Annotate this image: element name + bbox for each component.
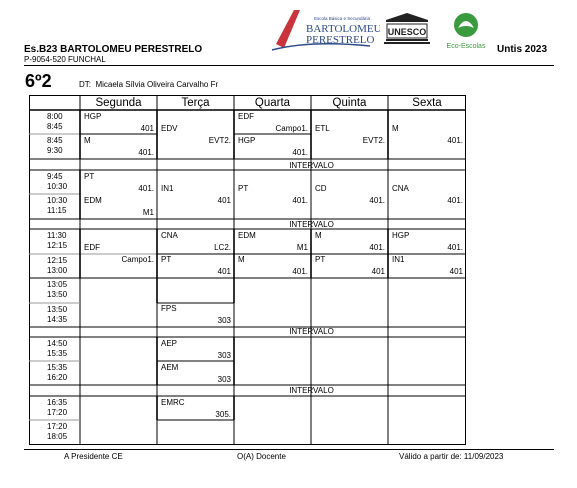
lesson-cell: [81, 172, 157, 196]
lesson-room: 401.: [369, 243, 385, 252]
day-header-sexta: Sexta: [412, 97, 442, 109]
president-signature-label: A Presidente CE: [64, 452, 123, 461]
lesson-cell: [158, 363, 234, 387]
time-end: 13:50: [47, 290, 68, 299]
lesson-room: 401: [217, 196, 231, 205]
lesson-subject: CNA: [392, 184, 409, 193]
class-director: [79, 80, 218, 89]
time-end: 13:00: [47, 266, 68, 275]
valid-from-label: Válido a partir de: 11/09/2023: [399, 452, 504, 461]
lesson-subject: M: [238, 255, 245, 264]
time-start: 8:00: [47, 112, 63, 121]
lesson-subject: M: [392, 124, 399, 133]
lesson-cell: [389, 124, 466, 148]
lesson-subject: EDM: [238, 231, 256, 240]
lesson-cell: [235, 184, 311, 208]
school-logo-caption: Escola Básica e Secundária: [314, 16, 371, 21]
lesson-cell: [312, 255, 388, 279]
lesson-room: 303: [217, 351, 231, 360]
lesson-room: M1: [142, 208, 154, 217]
lesson-room: Campo1.: [121, 255, 154, 264]
lesson-cell: [81, 196, 157, 220]
teacher-signature-label: O(A) Docente: [237, 452, 286, 461]
lesson-subject: EDM: [84, 196, 102, 205]
lesson-room: 401.: [447, 243, 463, 252]
time-end: 11:15: [47, 206, 67, 215]
day-header-quinta: Quinta: [332, 97, 367, 109]
lesson-subject: M: [315, 231, 322, 240]
lesson-room: 401: [371, 267, 385, 276]
lesson-subject: FPS: [161, 304, 177, 313]
time-end: 16:20: [47, 373, 68, 382]
lesson-room: Campo1.: [275, 124, 308, 133]
lesson-room: 401.: [292, 267, 308, 276]
lesson-cell: [235, 112, 311, 136]
time-slot-12: [30, 422, 80, 442]
lesson-room: 303: [217, 375, 231, 384]
lesson-subject: EMRC: [161, 398, 185, 407]
school-address: P-9054-520 FUNCHAL: [24, 55, 106, 64]
class-director-name: Micaela Sílvia Oliveira Carvalho Fr: [95, 80, 219, 89]
lesson-cell: [158, 124, 234, 148]
time-start: 16:35: [47, 398, 68, 407]
lesson-room: 401.: [138, 184, 154, 193]
header-divider: [24, 65, 554, 66]
lesson-cell: [158, 231, 234, 255]
time-slot-4: [30, 196, 80, 216]
time-end: 18:05: [47, 432, 68, 441]
lesson-subject: IN1: [161, 184, 174, 193]
lesson-cell: [158, 184, 234, 208]
time-slot-6: [30, 256, 80, 276]
time-start: 14:50: [47, 339, 68, 348]
lesson-cell: [235, 255, 311, 279]
lesson-subject: PT: [315, 255, 326, 264]
time-start: 9:45: [47, 172, 63, 181]
time-slot-10: [30, 363, 80, 383]
lesson-cell: [235, 231, 311, 255]
school-name: Es.B23 BARTOLOMEU PERESTRELO: [24, 44, 203, 55]
time-start: 12:15: [47, 256, 68, 265]
time-slot-3: [30, 172, 80, 192]
lesson-subject: IN1: [392, 255, 405, 264]
time-slot-11: [30, 398, 80, 418]
time-end: 9:30: [47, 146, 63, 155]
time-end: 17:20: [47, 408, 68, 417]
time-start: 17:20: [47, 422, 68, 431]
time-end: 15:35: [47, 349, 68, 358]
lesson-cell: [312, 124, 388, 148]
lesson-room: 401: [140, 124, 154, 133]
time-slot-2: [30, 136, 80, 156]
lesson-room: 401: [217, 267, 231, 276]
lesson-room: 305.: [215, 410, 231, 419]
lesson-room: EVT2.: [362, 136, 385, 145]
lesson-subject: PT: [238, 184, 249, 193]
time-start: 13:50: [47, 305, 68, 314]
eco-schools-logo: [442, 10, 490, 52]
lesson-subject: M: [84, 136, 91, 145]
lesson-cell: [312, 184, 388, 208]
school-logo-line2: PERESTRELO: [306, 34, 375, 46]
class-name: 6º2: [25, 71, 52, 91]
lesson-cell: [81, 136, 157, 160]
lesson-room: EVT2.: [208, 136, 231, 145]
lesson-cell: [158, 255, 234, 279]
break-band: INTERVALO: [289, 220, 334, 229]
lesson-subject: ETL: [315, 124, 330, 133]
lesson-cell: [312, 231, 388, 255]
time-end: 8:45: [47, 122, 63, 131]
lesson-subject: HGP: [84, 112, 102, 121]
lesson-cell: [158, 398, 234, 422]
lesson-room: 401.: [292, 196, 308, 205]
break-band: INTERVALO: [289, 327, 334, 336]
software-label: Untis 2023: [497, 44, 548, 55]
time-start: 10:30: [47, 196, 68, 205]
lesson-room: 401.: [292, 148, 308, 157]
time-slot-8: [30, 305, 80, 325]
lesson-subject: PT: [161, 255, 172, 264]
lesson-subject: EDF: [84, 243, 100, 252]
lesson-room: 401.: [447, 196, 463, 205]
lesson-room: 401.: [369, 196, 385, 205]
footer-divider: [24, 449, 554, 450]
lesson-subject: EDV: [161, 124, 178, 133]
time-slot-1: [30, 112, 80, 132]
lesson-cell: [389, 255, 466, 279]
lesson-cell: [158, 339, 234, 363]
lesson-cell: [158, 304, 234, 328]
lesson-cell: [389, 231, 466, 255]
lesson-cell: [81, 112, 157, 136]
break-band: INTERVALO: [289, 386, 334, 395]
day-header-quarta: Quarta: [254, 97, 291, 109]
time-slot-7: [30, 280, 80, 300]
lesson-subject: EDF: [238, 112, 254, 121]
time-start: 13:05: [47, 280, 68, 289]
lesson-room: 401.: [138, 148, 154, 157]
time-end: 12:15: [47, 241, 68, 250]
lesson-subject: AEM: [161, 363, 179, 372]
lesson-subject: HGP: [392, 231, 410, 240]
time-start: 8:45: [47, 136, 63, 145]
time-start: 11:30: [47, 231, 67, 240]
day-header-segunda: Segunda: [95, 97, 142, 109]
time-slot-9: [30, 339, 80, 359]
time-start: 15:35: [47, 363, 68, 372]
day-header-terca: Terça: [181, 97, 210, 109]
lesson-cell: [81, 243, 157, 267]
break-band: INTERVALO: [289, 161, 334, 170]
unesco-logo: [384, 12, 430, 46]
lesson-room: 401: [449, 267, 463, 276]
lesson-cell: [389, 184, 466, 208]
eco-schools-text: Eco-Escolas: [446, 43, 486, 50]
school-logo-line1: BARTOLOMEU: [306, 23, 380, 35]
lesson-subject: PT: [84, 172, 95, 181]
lesson-cell: [235, 136, 311, 160]
lesson-subject: CD: [315, 184, 327, 193]
lesson-room: 401.: [447, 136, 463, 145]
lesson-room: M1: [296, 243, 308, 252]
time-end: 14:35: [47, 315, 68, 324]
time-slot-5: [30, 231, 80, 251]
lesson-subject: CNA: [161, 231, 178, 240]
time-end: 10:30: [47, 182, 68, 191]
lesson-room: LC2.: [214, 243, 231, 252]
lesson-subject: HGP: [238, 136, 256, 145]
lesson-room: 303: [217, 316, 231, 325]
class-director-label: DT:: [79, 80, 91, 89]
lesson-subject: AEP: [161, 339, 178, 348]
school-logo: [270, 6, 380, 56]
unesco-logo-text: UNESCO: [387, 27, 427, 37]
